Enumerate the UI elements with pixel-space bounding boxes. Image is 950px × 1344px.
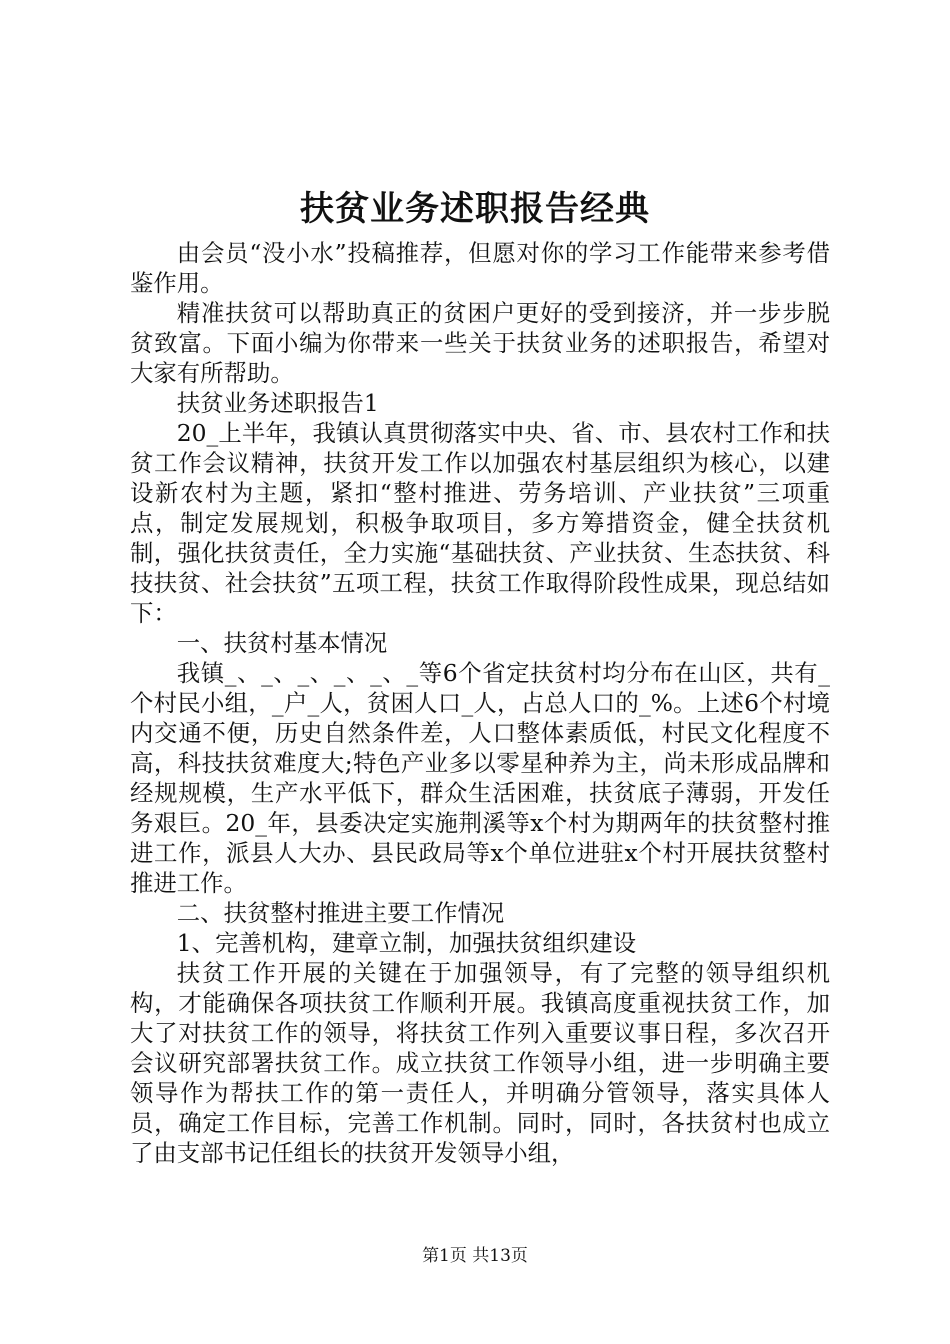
- paragraph-basic-situation: 我镇_、_、_、_、_、_等6个省定扶贫村均分布在山区，共有_个村民小组，_户_人，贫困人口_人，占总人口的_%。上述6个村境内交通不便，历史自然条件差，人口整体素质低，村民文化程度不高，科技扶贫难度大;特色产业多以零星种养为主，尚未形成品牌和经规规模，生产水平低下，群众生活困难，扶贫底子薄弱，开发任务艰巨。20_年，县委决定实施荆溪等x个村为期两年的扶贫整村推进工作，派县人大办、县民政局等x个单位进驻x个村开展扶贫整村推进工作。: [130, 659, 830, 897]
- page-footer: 第1页 共13页: [422, 1246, 528, 1266]
- paragraph-organization: 扶贫工作开展的关键在于加强领导，有了完整的领导组织机构，才能确保各项扶贫工作顺利开展。我镇高度重视扶贫工作，加大了对扶贫工作的领导，将扶贫工作列入重要议事日程，多次召开会议研究部署扶贫工作。成立扶贫工作领导小组，进一步明确主要领导作为帮扶工作的第一责任人，并明确分管领导，落实具体人员，确定工作目标，完善工作机制。同时，同时，各扶贫村也成立了由支部书记任组长的扶贫开发领导小组，: [130, 959, 830, 1167]
- document-title: 扶贫业务述职报告经典: [300, 189, 650, 229]
- paragraph-overview: 20_上半年，我镇认真贯彻落实中央、省、市、县农村工作和扶贫工作会议精神，扶贫开发工作以加强农村基层组织为核心，以建设新农村为主题，紧扣“整村推进、劳务培训、产业扶贫”三项重点，制定发展规划，积极争取项目，多方筹措资金，健全扶贫机制，强化扶贫责任，全力实施“基础扶贫、产业扶贫、生态扶贫、科技扶贫、社会扶贫”五项工程，扶贫工作取得阶段性成果，现总结如下：: [130, 419, 830, 627]
- paragraph-summary: 精准扶贫可以帮助真正的贫困户更好的受到接济，并一步步脱贫致富。下面小编为你带来一些关于扶贫业务的述职报告，希望对大家有所帮助。: [130, 299, 830, 387]
- subsection-heading-organization: 1、完善机构，建章立制，加强扶贫组织建设: [176, 929, 637, 957]
- section-heading-report-1: 扶贫业务述职报告1: [176, 389, 379, 417]
- section-heading-main-work: 二、扶贫整村推进主要工作情况: [176, 899, 505, 927]
- document-body: [130, 238, 830, 1168]
- paragraph-intro: 由会员“没小水”投稿推荐，但愿对你的学习工作能带来参考借鉴作用。: [130, 239, 830, 297]
- section-heading-basic-situation: 一、扶贫村基本情况: [176, 629, 388, 657]
